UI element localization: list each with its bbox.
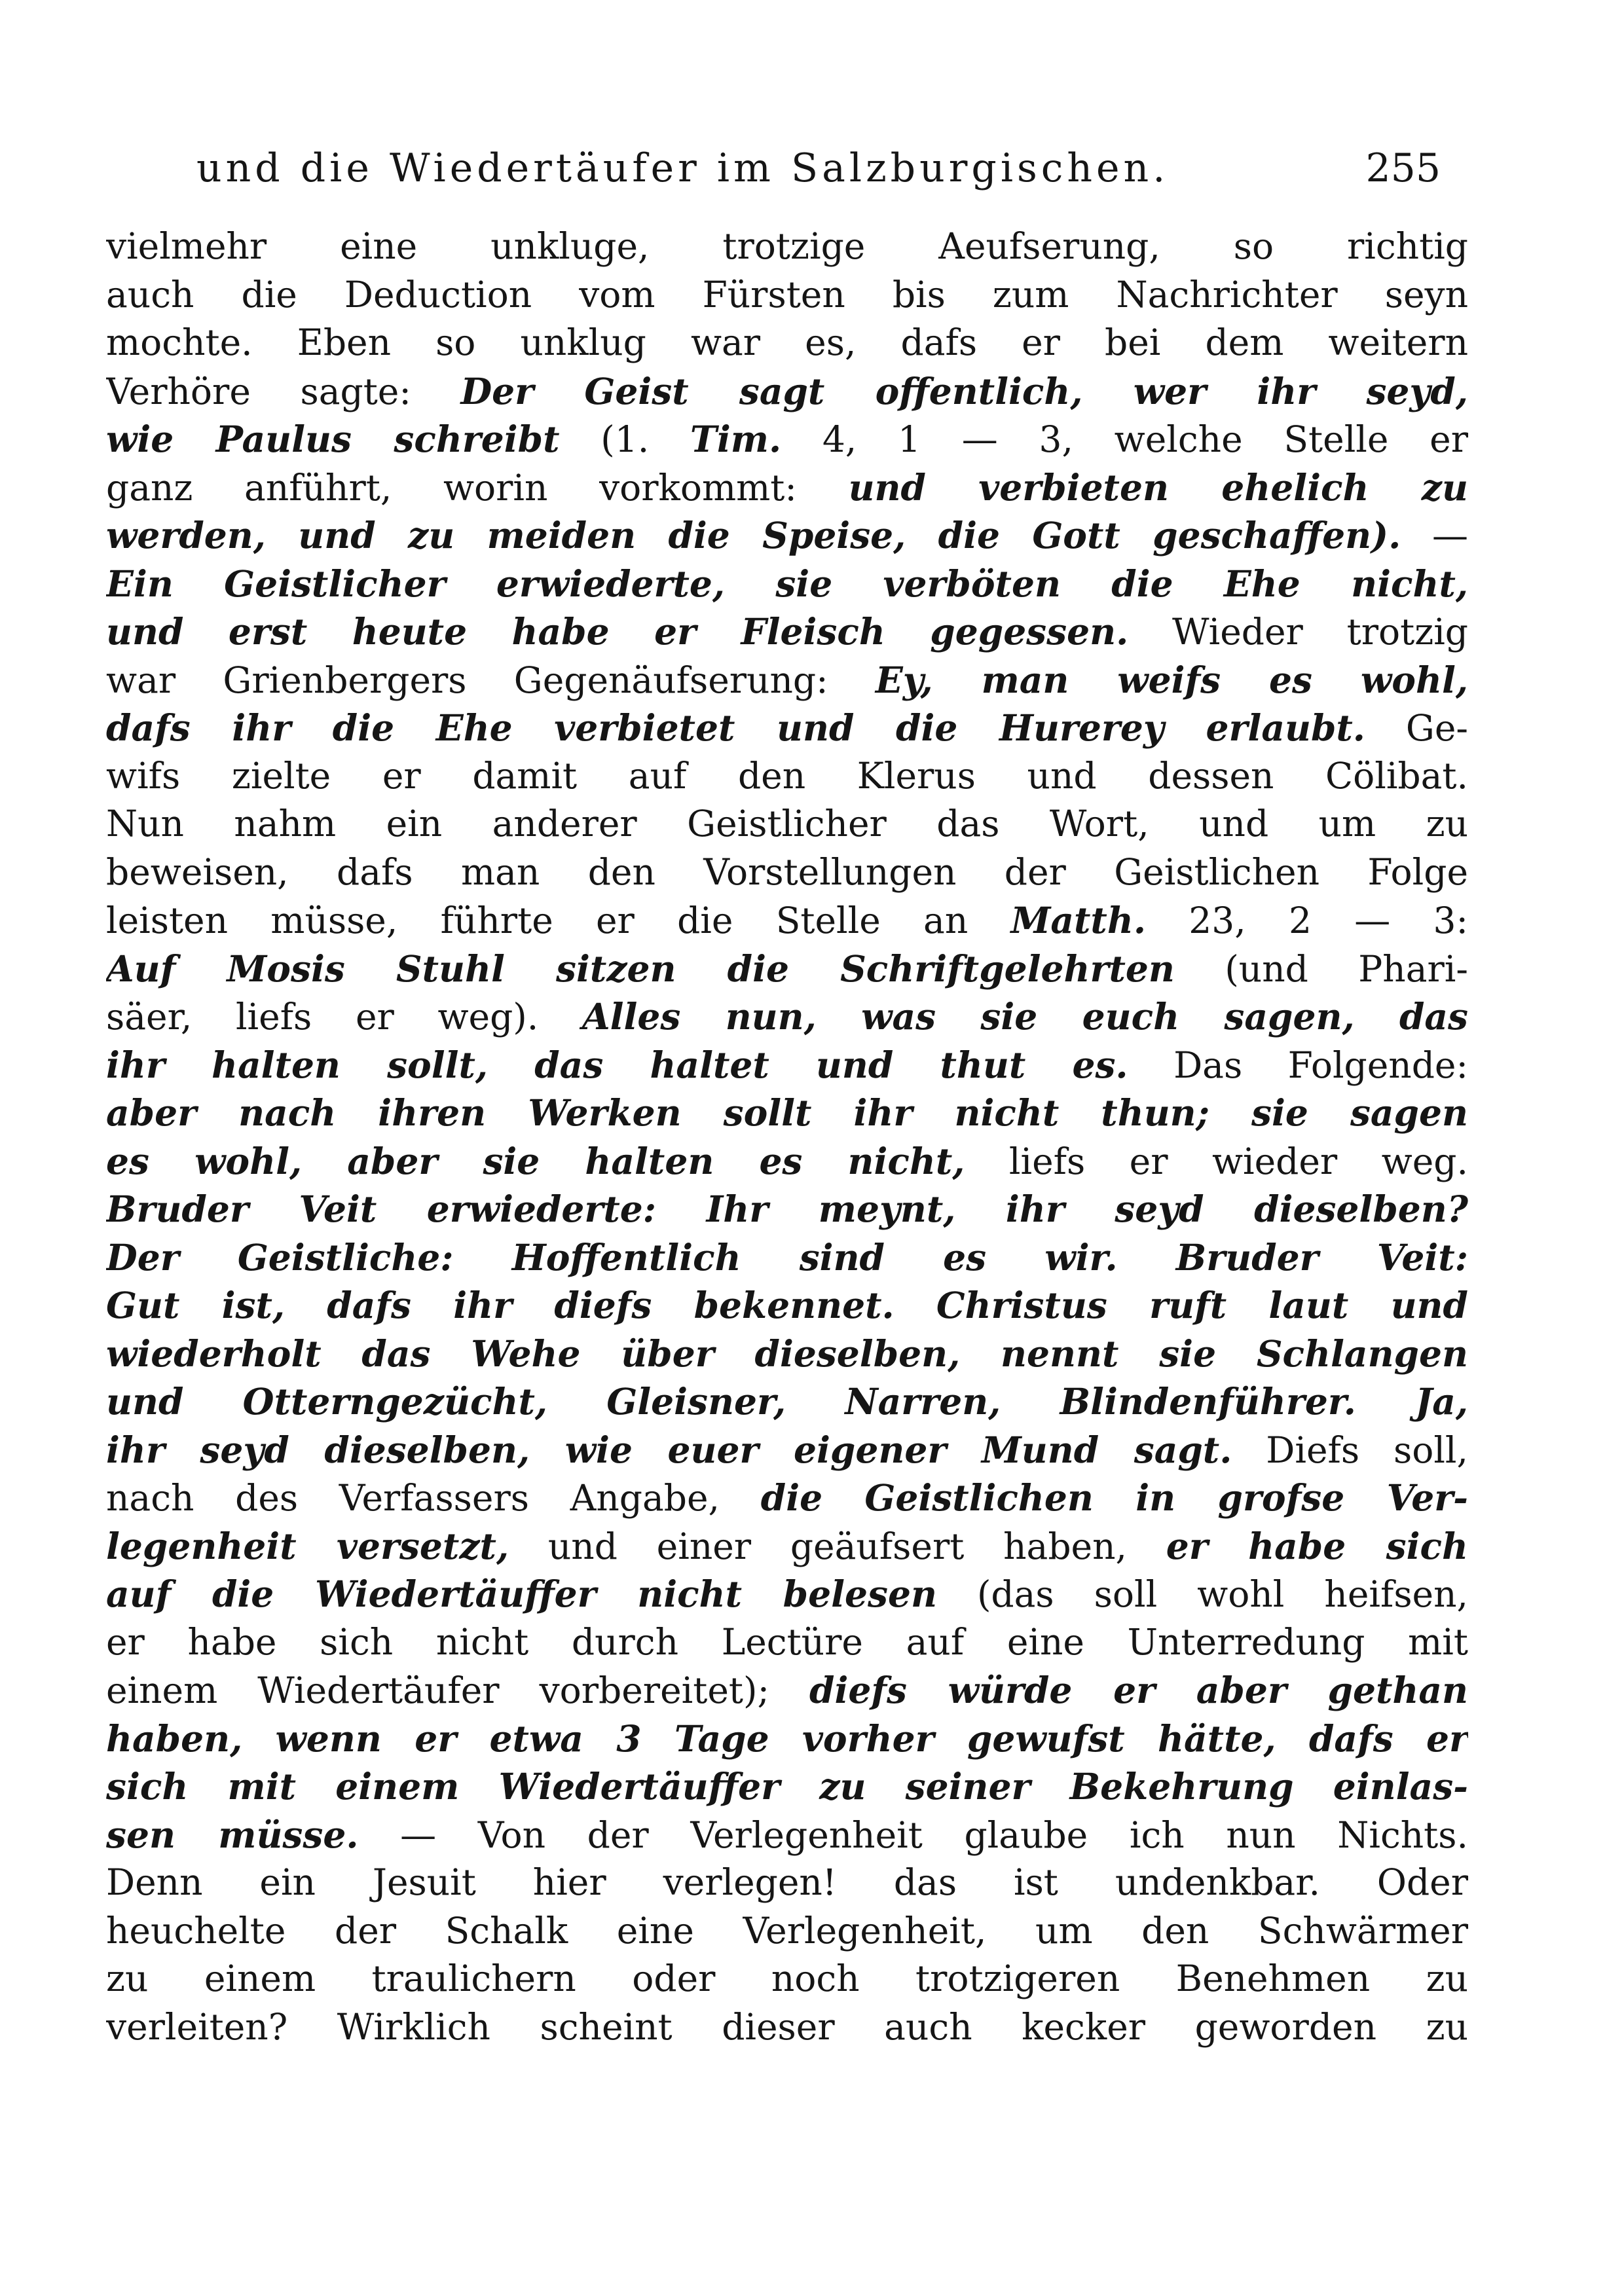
page-number: 255 [1365,145,1441,191]
text-line [106,1185,1468,1233]
roman-text: — [1401,515,1468,556]
italic-text: wiederholt das Wehe über dieselben, nennt sie Schlangen [106,1332,1468,1375]
italic-text: Auf Mosis Stuhl sitzen die Schriftgelehrten [106,947,1175,990]
italic-text: Bruder Veit erwiederte: Ihr meynt, ihr seyd dieselben? [106,1188,1468,1230]
text-line [106,1618,1468,1667]
text-line [106,1137,1468,1186]
roman-text: auch die Deduction vom Fürsten bis zum Nachrichter seyn [106,273,1468,316]
italic-text: es wohl, aber sie halten es nicht, [106,1139,965,1182]
roman-text: verleiten? Wirklich scheint dieser auch kecker geworden zu [106,2005,1468,2048]
text-line [106,415,1468,464]
running-title: und die Wiedertäufer im Salzburgischen. [196,145,1170,191]
italic-text: sich mit einem Wiedertäuffer zu seiner Bekehrung einlas- [106,1765,1468,1808]
roman-text: nach des Verfassers Angabe, [106,1477,761,1519]
text-line [106,1570,1468,1618]
italic-text: Der Geistliche: Hoffentlich sind es wir. Bruder Veit: [106,1235,1468,1279]
roman-text: zu einem traulichern oder noch trotzigeren Benehmen zu [106,1958,1468,1999]
italic-text: wie Paulus schreibt [106,418,560,460]
text-line [106,511,1468,560]
italic-text: und erst heute habe er Fleisch gegessen. [106,610,1129,653]
roman-text: leisten müsse, führte er die Stelle an [106,900,1011,941]
roman-text: Ge- [1365,707,1468,749]
italic-text: sen müsse. [106,1813,359,1856]
italic-text: legenheit versetzt, [106,1524,509,1567]
roman-text: liefs er wieder weg. [965,1140,1468,1182]
roman-text: er habe sich nicht durch Lectüre auf eine Unterredung mit [106,1620,1468,1663]
roman-text: — Von der Verlegenheit glaube ich nun Nichts. [358,1813,1468,1856]
roman-text: und einer geäufsert haben, [509,1525,1166,1567]
roman-text: (1. [559,418,690,460]
body-text [106,223,1468,2051]
roman-text: heuchelte der Schalk eine Verlegenheit, um den Schwärmer [106,1909,1468,1952]
roman-text: Das Folgende: [1128,1044,1468,1086]
text-line [106,2003,1468,2052]
text-line [106,896,1468,945]
roman-text: war Grienbergers Gegenäufserung: [106,659,876,701]
roman-text: Verhöre sagte: [106,370,461,412]
italic-text: werden, und zu meiden die Speise, die Gott geschaffen). [106,514,1401,556]
roman-text: einem Wiedertäufer vorbereitet); [106,1669,809,1711]
text-line [106,1859,1468,1907]
italic-text: ihr seyd dieselben, wie euer eigener Mund sagt. [106,1428,1232,1471]
text-line [106,1041,1468,1089]
text-line [106,704,1468,752]
roman-text: (und Phari- [1174,947,1468,990]
text-line [106,1233,1468,1282]
text-line [106,1955,1468,2003]
italic-text: und Otterngezücht, Gleisner, Narren, Blindenführer. Ja, [106,1380,1468,1423]
text-line [106,848,1468,897]
roman-text: mochte. Eben so unklug war es, dafs er bei dem weitern [106,321,1468,363]
italic-text: Ey, man weifs es wohl, [875,658,1468,701]
italic-text: und verbieten ehelich zu [848,465,1468,509]
text-line [106,800,1468,848]
roman-text: Denn ein Jesuit hier verlegen! das ist undenkbar. Oder [106,1861,1468,1903]
italic-text: er habe sich [1166,1524,1468,1567]
italic-text: Alles nun, was sie euch sagen, das [581,995,1468,1038]
italic-text: Gut ist, dafs ihr diefs bekennet. Christus ruft laut und [106,1284,1468,1326]
roman-text: wifs zielte er damit auf den Klerus und dessen Cölibat. [106,754,1468,797]
italic-text: die Geistlichen in grofse Ver- [760,1476,1468,1519]
text-line [106,1426,1468,1474]
roman-text: 4, 1 — 3, welche Stelle er [781,418,1468,460]
text-line [106,271,1468,319]
roman-text: 23, 2 — 3: [1145,900,1468,941]
roman-text: Wieder trotzig [1128,611,1468,653]
text-line [106,464,1468,512]
text-line [106,1281,1468,1330]
text-line [106,1762,1468,1811]
roman-text: Diefs soll, [1232,1429,1468,1471]
text-line [106,1666,1468,1715]
text-line [106,1089,1468,1137]
text-line [106,993,1468,1041]
roman-text: (das soll wohl heifsen, [936,1573,1468,1615]
text-line [106,367,1468,416]
text-line [106,1907,1468,1956]
roman-text: beweisen, dafs man den Vorstellungen der Geistlichen Folge [106,850,1468,893]
text-line [106,1811,1468,1859]
running-head [196,145,1441,204]
text-line [106,1377,1468,1426]
italic-text: diefs würde er aber gethan [809,1669,1468,1711]
italic-text: Der Geist sagt offentlich, wer ihr seyd, [460,369,1468,412]
roman-text: säer, liefs er weg). [106,996,582,1038]
roman-text: ganz anführt, worin vorkommt: [106,466,849,509]
italic-text: Tim. [690,418,782,460]
text-line [106,1715,1468,1763]
text-line [106,223,1468,271]
text-line [106,752,1468,801]
text-line [106,560,1468,608]
text-line [106,1330,1468,1378]
text-line [106,945,1468,993]
text-line [106,1522,1468,1571]
text-line [106,319,1468,367]
italic-text: aber nach ihren Werken sollt ihr nicht thun; sie sagen [106,1091,1468,1134]
italic-text: Matth. [1010,899,1146,941]
italic-text: ihr halten sollt, das haltet und thut es. [106,1043,1128,1086]
italic-text: haben, wenn er etwa 3 Tage vorher gewufst hätte, dafs er [106,1717,1468,1760]
text-line [106,656,1468,704]
roman-text: vielmehr eine unkluge, trotzige Aeufserung, so richtig [106,225,1468,267]
text-line [106,608,1468,656]
text-line [106,1474,1468,1522]
roman-text: Nun nahm ein anderer Geistlicher das Wort, und um zu [106,803,1468,845]
italic-text: Ein Geistlicher erwiederte, sie verböten die Ehe nicht, [106,562,1468,605]
italic-text: auf die Wiedertäuffer nicht belesen [106,1573,937,1615]
italic-text: dafs ihr die Ehe verbietet und die Hurerey erlaubt. [106,706,1365,749]
